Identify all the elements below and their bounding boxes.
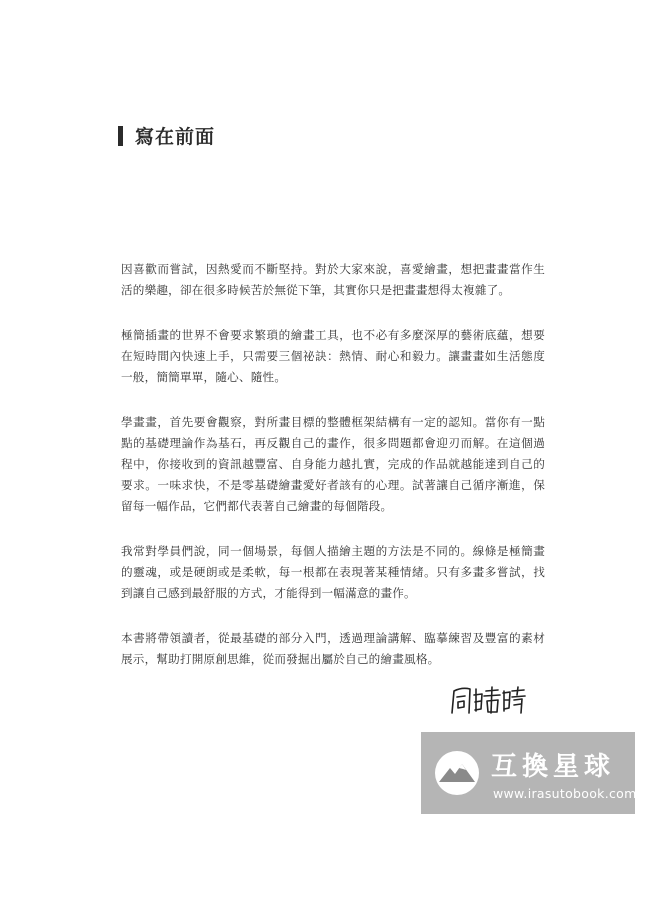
title-bar-marker [118,126,123,146]
watermark-url: www.irasutobook.com [493,786,637,801]
watermark [421,732,635,814]
paragraph: 因喜歡而嘗試，因熱愛而不斷堅持。對於大家來說，喜愛繪畫，想把畫畫當作生活的樂趣，卻在很多時候苦於無從下筆，其實你只是把畫畫想得太複雜了。 [121,262,545,297]
watermark-name: 互換星球 [491,752,616,782]
title-text: 寫在前面 [135,126,216,148]
paragraph: 本書將帶領讀者，從最基礎的部分入門，透過理論講解、臨摹練習及豐富的素材展示，幫助打開原創思維，從而發掘出屬於自己的繪畫風格。 [121,631,545,666]
paragraph: 學畫畫，首先要會觀察，對所畫目標的整體框架結構有一定的認知。當你有一點點的基礎理論作為基石，再反觀自己的畫作，很多問題都會迎刃而解。在這個過程中，你接收到的資訊越豐富、自身能力越扎實，完成的作品就越能達到自己的要求。一味求快，不是零基礎繪畫愛好者該有的心理。試著讓自己循序漸進，保留每一幅作品，它們都代表著自己繪畫的每個階段。 [121,415,545,513]
body-text [121,259,545,694]
page-title [118,122,215,149]
signature [448,683,528,717]
paragraph: 我常對學員們說，同一個場景，每個人描繪主題的方法是不同的。線條是極簡畫的靈魂，或是硬朗或是柔軟，每一根都在表現著某種情緒。只有多畫多嘗試，找到讓自己感到最舒服的方式，才能得到一幅滿意的畫作。 [121,544,545,600]
mountain-logo-icon [433,749,481,797]
paragraph: 極簡插畫的世界不會要求繁瑣的繪畫工具，也不必有多麼深厚的藝術底蘊，想要在短時間內快速上手，只需要三個祕訣：熱情、耐心和毅力。讓畫畫如生活態度一般，簡簡單單，隨心、隨性。 [121,328,545,384]
